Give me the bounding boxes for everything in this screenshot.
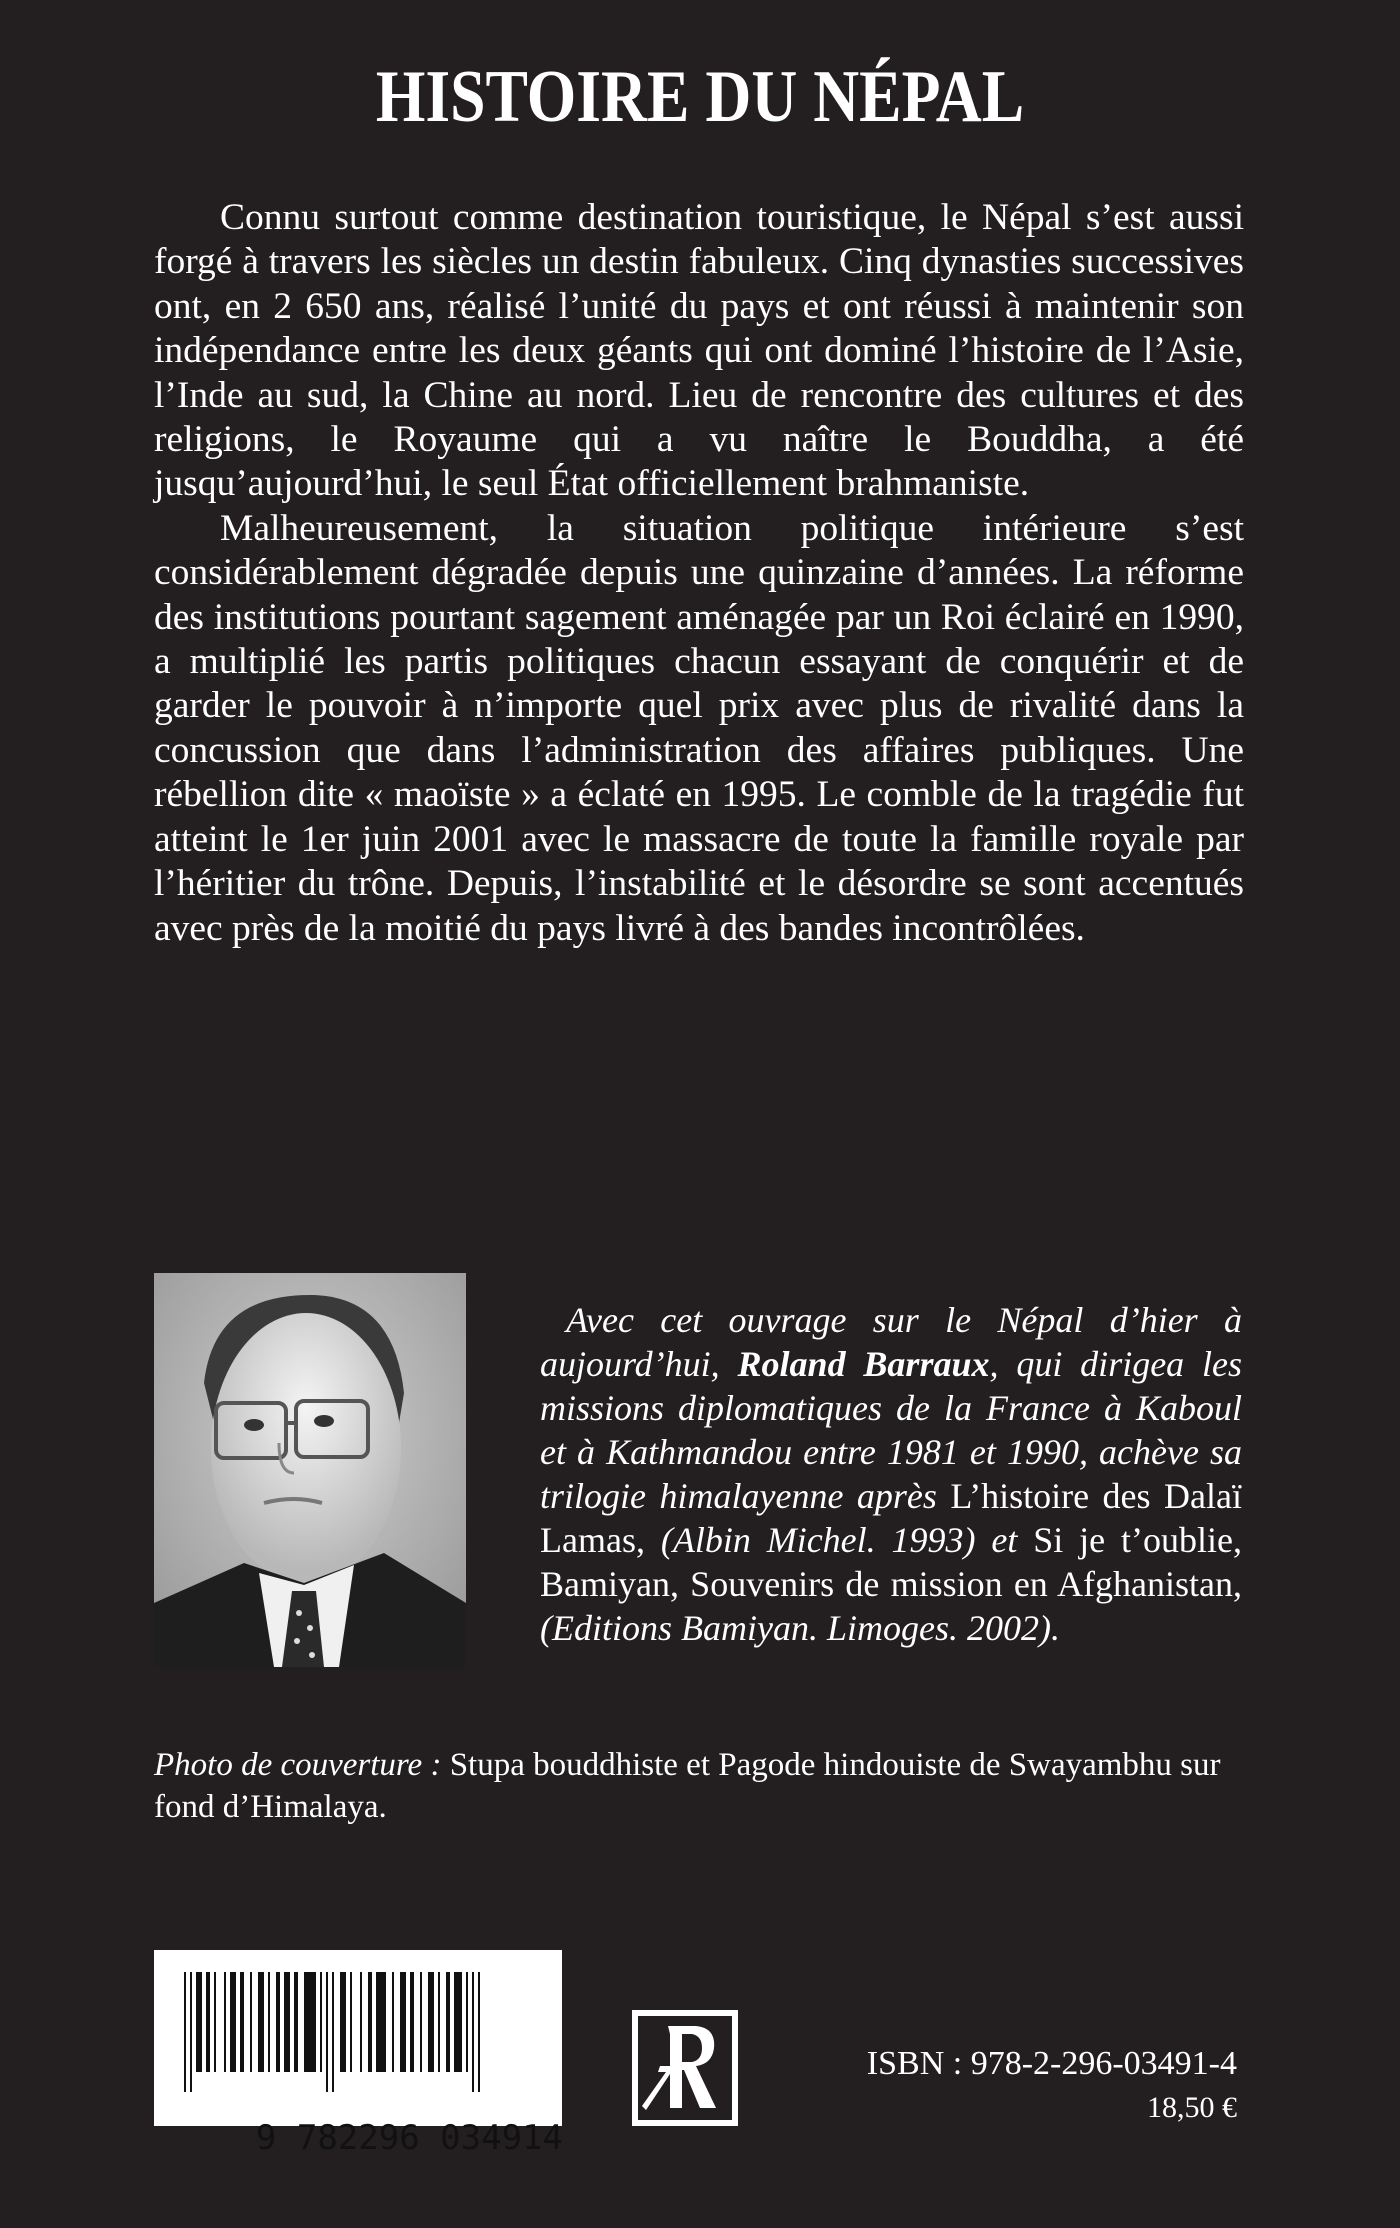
price: 18,50 € — [1147, 2091, 1237, 2124]
author-photo — [154, 1273, 466, 1667]
author-portrait-icon — [154, 1273, 466, 1667]
summary-text — [154, 196, 1244, 951]
book2-publisher: (Editions Bamiyan. Limoges. 2002). — [540, 1608, 1060, 1648]
barcode — [154, 1950, 563, 2158]
barcode-digit-first: 9 — [255, 2118, 277, 2158]
isbn: ISBN : 978-2-296-03491-4 — [866, 2045, 1237, 2082]
summary-paragraph: Malheureusement, la situation politique intérieure s’est considérablement dégradée depuis une quinzaine d’années. La réforme des institutions pourtant sagement aménagée par un Roi éclairé en 1990, a multiplié les partis politiques chacun essayant de conquérir et de garder le pouvoir à n’importe quel prix avec plus de rivalité dans la concussion que dans l’administration des affaires publiques. Une rébellion dite « maoïste » a éclaté en 1995. Le comble de la tragédie fut atteint le 1er juin 2001 avec le massacre de toute la famille royale par l’héritier du trône. Depuis, l’instabilité et le désordre se sont accentués avec près de la moitié du pays livré à des bandes incontrôlées. — [154, 507, 1244, 949]
book2-title: Si je t’oublie, Bamiyan, Souvenirs de mission en Afghanistan, — [540, 1520, 1242, 1604]
book-title: HISTOIRE DU NÉPAL — [375, 56, 1025, 138]
barcode-digits-left: 782296 — [296, 2118, 420, 2158]
bio-mid: , qui dirigea les missions diplomatiques de la France à Kaboul et à Kathmandou entre 1981 et 1990, achève sa trilogie himalayenne après — [540, 1344, 1243, 1516]
summary-paragraph: Connu surtout comme destination touristique, le Népal s’est aussi forgé à travers les siècles un destin fabuleux. Cinq dynasties successives ont, en 2 650 ans, réalisé l’unité du pays et ont réussi à maintenir son indépendance entre les deux géants qui ont dominé l’histoire de l’Asie, l’Inde au sud, la Chine au nord. Lieu de rencontre des cultures et des religions, le Royaume qui a vu naître le Bouddha, a été jusqu’aujourd’hui, le seul État officiellement brahmaniste. — [154, 197, 1244, 505]
photo-credit-text: Stupa bouddhiste et Pagode hindouiste de Swayambhu sur fond d’Himalaya. — [154, 1747, 1221, 1825]
book1-publisher: (Albin Michel. 1993) et — [644, 1520, 1034, 1560]
author-name: Roland Barraux — [737, 1344, 990, 1384]
author-bio — [540, 1298, 1242, 1650]
bio-intro: Avec cet ouvrage sur le Népal d’hier à aujourd’hui, — [540, 1300, 1242, 1384]
photo-credit-label: Photo de couverture : — [154, 1747, 442, 1783]
book1-title: L’histoire des Dalaï Lamas, — [540, 1476, 1242, 1560]
photo-credit — [154, 1744, 1244, 1828]
barcode-digits-right: 034914 — [440, 2118, 563, 2158]
